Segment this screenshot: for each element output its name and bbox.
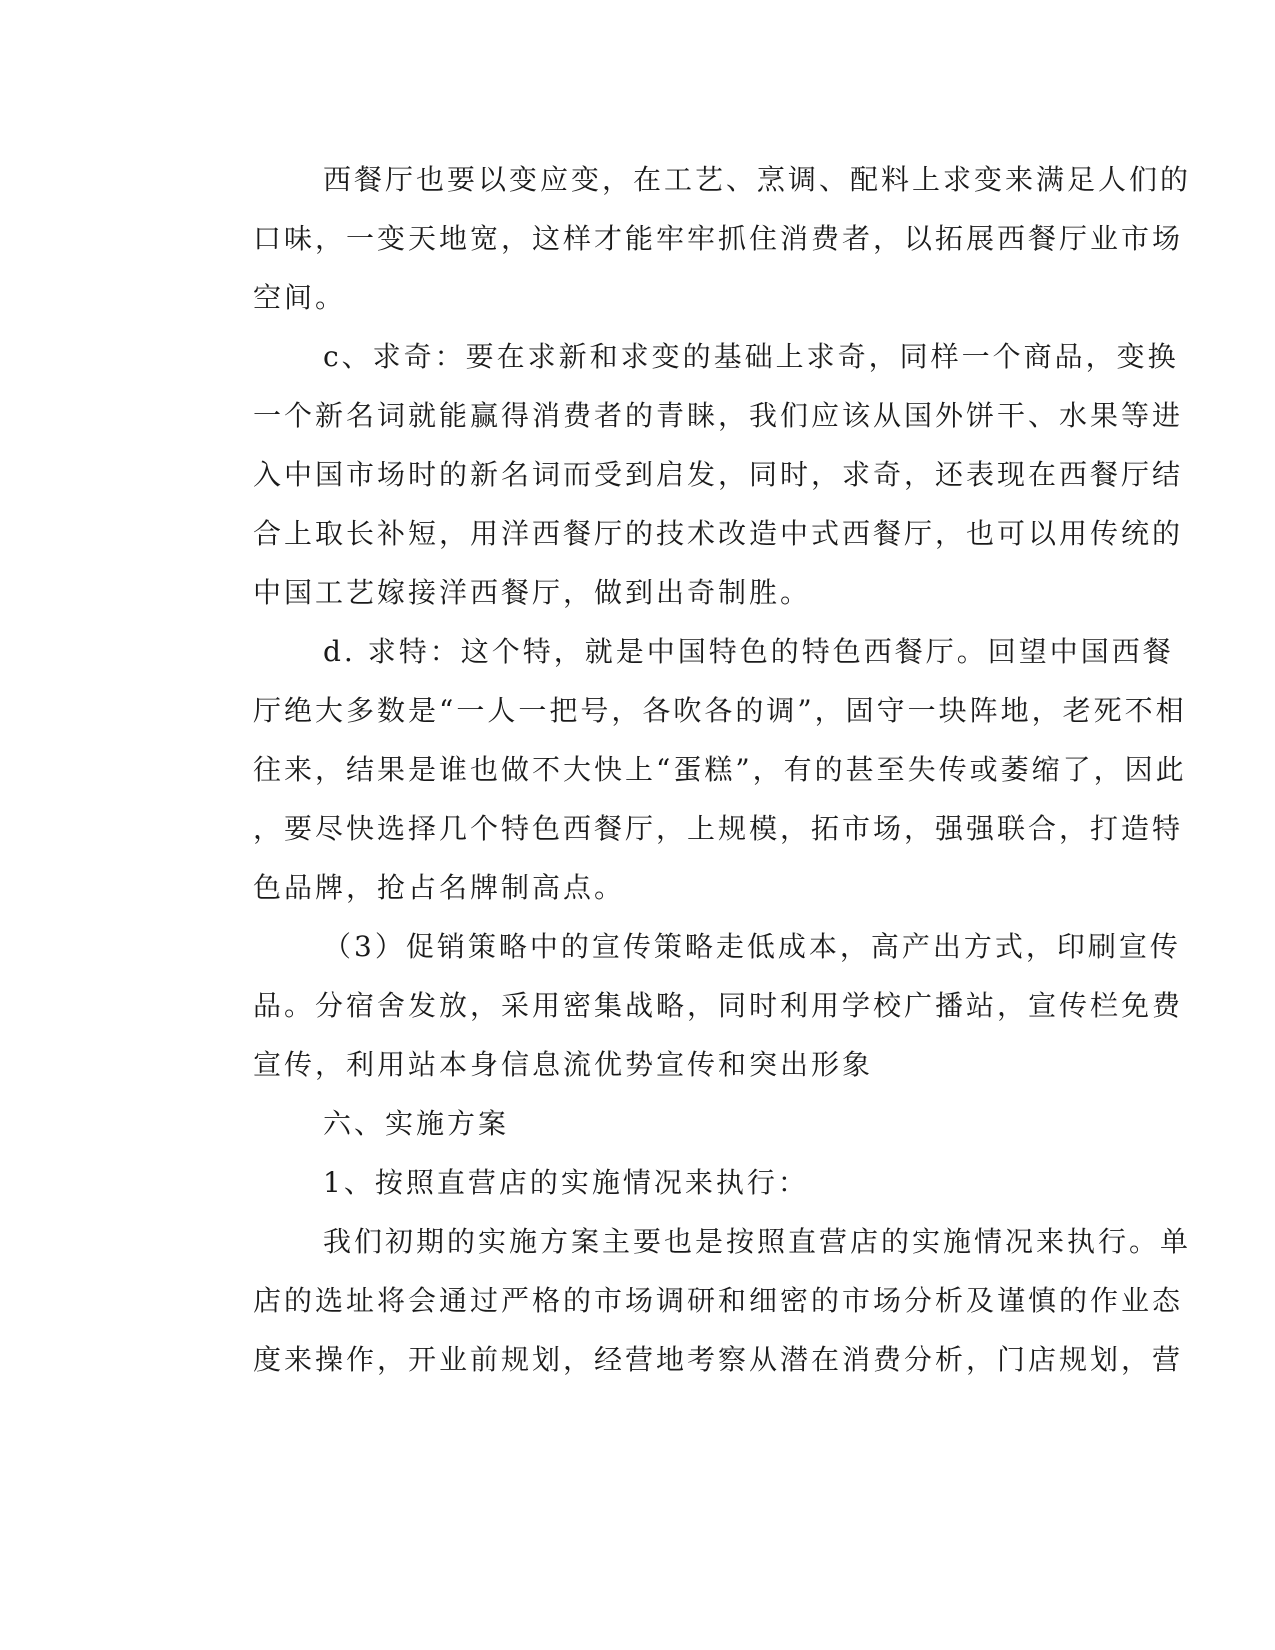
document-page xyxy=(183,150,1192,1389)
paragraph-3 xyxy=(183,622,1187,917)
text-line: ，要尽快选择几个特色西餐厅，上规模，拓市场，强强联合，打造特 xyxy=(253,812,1184,845)
section-heading xyxy=(183,1094,1028,1153)
text-line: 中国工艺嫁接洋西餐厅，做到出奇制胜。 xyxy=(253,576,812,609)
text-line: 入中国市场时的新名词而受到启发，同时，求奇，还表现在西餐厅结 xyxy=(253,458,1184,491)
text-line: c、求奇：要在求新和求变的基础上求奇，同样一个商品，变换 xyxy=(323,340,1179,373)
text-line: 往来，结果是谁也做不大快上“蛋糕”，有的甚至失传或萎缩了，因此 xyxy=(253,753,1187,786)
text-line: 色品牌，抢占名牌制高点。 xyxy=(253,871,626,904)
text-line: 度来操作，开业前规划，经营地考察从潜在消费分析，门店规划，营 xyxy=(253,1343,1184,1376)
text-line: 宣传，利用站本身信息流优势宣传和突出形象 xyxy=(253,1048,874,1081)
text-line: 空间。 xyxy=(253,281,347,314)
text-line: 口味，一变天地宽，这样才能牢牢抓住消费者，以拓展西餐厅业市场 xyxy=(253,222,1184,255)
text-line: 一个新名词就能赢得消费者的青睐，我们应该从国外饼干、水果等进 xyxy=(253,399,1184,432)
text-line: （3）促销策略中的宣传策略走低成本，高产出方式，印刷宣传 xyxy=(323,930,1181,963)
paragraph-5 xyxy=(183,1212,1192,1389)
paragraph-4 xyxy=(183,917,1184,1094)
text-line: 品。分宿舍发放，采用密集战略，同时利用学校广播站，宣传栏免费 xyxy=(253,989,1184,1022)
paragraph-1 xyxy=(183,150,1192,327)
text-line: 1、按照直营店的实施情况来执行： xyxy=(323,1166,809,1199)
text-line: d. 求特：这个特，就是中国特色的特色西餐厅。回望中国西餐 xyxy=(323,635,1174,668)
text-line: 六、实施方案 xyxy=(323,1107,510,1140)
text-line: 合上取长补短，用洋西餐厅的技术改造中式西餐厅，也可以用传统的 xyxy=(253,517,1184,550)
text-line: 厅绝大多数是“一人一把号，各吹各的调”，固守一块阵地，老死不相 xyxy=(253,694,1187,727)
text-line: 店的选址将会通过严格的市场调研和细密的市场分析及谨慎的作业态 xyxy=(253,1284,1184,1317)
paragraph-2 xyxy=(183,327,1184,622)
subsection-heading xyxy=(183,1153,1028,1212)
text-line: 我们初期的实施方案主要也是按照直营店的实施情况来执行。单 xyxy=(323,1225,1192,1258)
text-line: 西餐厅也要以变应变，在工艺、烹调、配料上求变来满足人们的 xyxy=(323,163,1192,196)
